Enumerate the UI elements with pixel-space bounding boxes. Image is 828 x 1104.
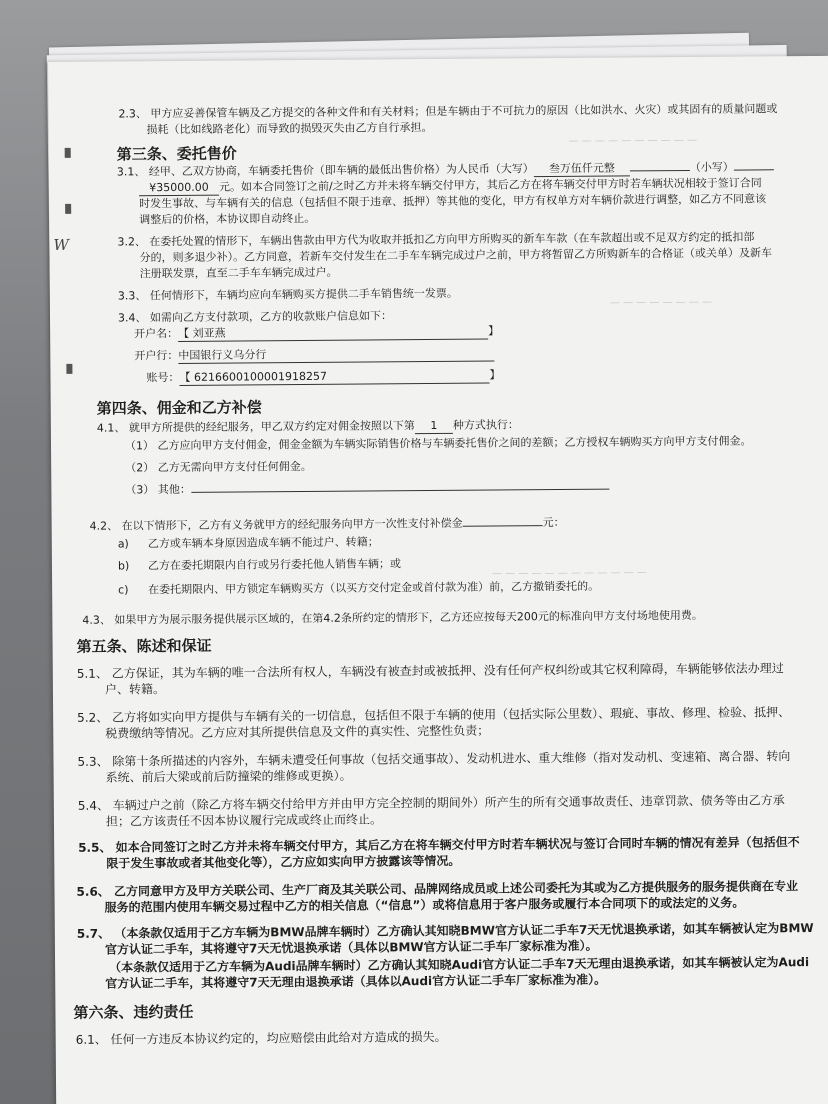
article-6-heading: 第六条、违约责任 <box>73 1002 194 1022</box>
case-a-label: a) <box>117 537 129 551</box>
account-row <box>146 368 500 386</box>
case-b-label: b) <box>117 559 130 573</box>
clause-4-2-text: 4.2、 在以下情形下，乙方有义务就甲方的经纪服务向甲方一次性支付补偿金 <box>89 516 463 533</box>
clause-4-1 <box>97 418 519 436</box>
clause-4-3: 4.3、 如果甲方为展示服务提供展示区域的，在第4.2条所约定的情形下，乙方还应按每天200元的标准向甲方支付场地使用费。 <box>82 608 703 627</box>
case-c-text: 在委托期限内、甲方锁定车辆购买方（以买方交付定金或首付款为准）前，乙方撤销委托的。 <box>148 579 600 597</box>
option-3-blank <box>191 489 609 493</box>
option-3-label: （3） 其他： <box>125 482 191 497</box>
clause-4-1-text: 4.1、 就甲方所提供的经纪服务，甲乙双方约定对佣金按照以下第 <box>96 419 415 435</box>
bank-row <box>134 347 494 365</box>
account-value: 【 6216600100001918257 <box>179 369 489 386</box>
clause-3-1-text: 元。如本合同签订之前/之时乙方并未将车辆交付甲方，其后乙方在将车辆交付甲方时若车辆状况相较于签订合同 <box>218 176 762 194</box>
clause-4-1-text-end: 种方式执行： <box>452 418 519 432</box>
clause-3-1-line3: 时发生事故、与车辆有关的信息（包括但不限于违章、抵押）等其他的变化，甲方有权单方对车辆价款进行调整，如乙方不同意该 <box>139 192 767 211</box>
clause-5-2-line2: 税费缴纳等情况。乙方应对其所提供信息及文件的真实性、完整性负责； <box>105 723 490 741</box>
clause-3-1-text: 3.1、 经甲、乙双方协商，车辆委托售价（即车辆的最低出售价格）为人民币（大写） <box>116 162 534 179</box>
bank-label: 开户行： <box>134 348 179 363</box>
margin-mark <box>65 204 71 214</box>
bleed-through-text: — — — — — — — — — — — — <box>491 567 648 580</box>
clause-5-4-line2: 担；乙方该责任不因本协议履行完成或终止而终止。 <box>105 812 383 829</box>
clause-5-1-line2: 户、转籍。 <box>104 682 165 697</box>
margin-mark <box>66 364 72 374</box>
case-a <box>118 535 379 551</box>
compensation-blank <box>463 525 543 527</box>
clause-2-3-cont: 损耗（比如线路老化）而导致的损毁灭失由乙方自行承担。 <box>146 120 433 137</box>
payee-value: 【 刘亚燕 <box>178 325 488 342</box>
option-number: 1 <box>415 419 453 434</box>
handwritten-mark: W <box>53 235 69 254</box>
case-a-text: 乙方或车辆本身原因造成车辆不能过户、转籍； <box>147 535 379 551</box>
clause-3-2-line3: 注册联发票，直至二手车车辆完成过户。 <box>139 265 338 281</box>
clause-4-2 <box>90 516 565 534</box>
clause-3-4: 3.4、 如需向乙方支付款项，乙方的收款账户信息如下： <box>117 309 393 325</box>
bleed-through-text: — — — — — — — — — — <box>568 134 698 147</box>
amount-small-blank <box>734 169 774 170</box>
margin-mark <box>65 148 71 158</box>
clause-5-7-audi-line2: 官方认证二手车，其将遵守7天无理由退换承诺（具体以Audi官方认证二手车厂家标准为准）。 <box>105 972 607 991</box>
clause-5-3-line2: 系统、前后大梁或前后防撞梁的维修或更换）。 <box>105 768 352 785</box>
clause-5-5-line2: 限于发生事故或者其他变化等），乙方应如实向甲方披露该等情况。 <box>106 853 461 871</box>
amount-words-blank <box>630 170 690 171</box>
option-2: （2） 乙方无需向甲方支付任何佣金。 <box>125 459 312 475</box>
account-bracket: 】 <box>489 368 501 382</box>
article-3-heading: 第三条、委托售价 <box>116 144 237 164</box>
clause-2-3: 2.3、 甲方应妥善保管车辆及乙方提交的各种文件和有关材料；但是车辆由于不可抗力的原因（比如洪水、火灾）或其固有的质量问题或 <box>118 102 778 121</box>
clause-5-1: 5.1、 乙方保证，其为车辆的唯一合法所有权人，车辆没有被查封或被抵押、没有任何产权纠纷或其它权利障碍，车辆能够依法办理过 <box>76 661 784 681</box>
payee-bracket: 】 <box>488 324 500 338</box>
clause-4-2-unit: 元： <box>542 515 565 530</box>
option-3 <box>125 480 609 498</box>
bleed-through-text: — — — — — — — — <box>609 296 713 309</box>
clause-5-6-line2: 服务的范围内使用车辆交易过程中乙方的相关信息（“信息”）或将信息用于客户服务或履行本合同项下的或法定的义务。 <box>104 895 745 915</box>
amount-in-words: 叁万伍仟元整 <box>534 161 630 177</box>
clause-5-7-audi: （本条款仅适用于乙方车辆为Audi品牌车辆时）乙方确认其知晓Audi官方认证二手车7天无理由退换承诺，如其车辆被认定为Audi <box>109 955 810 975</box>
case-c-label: c) <box>118 583 129 597</box>
clause-5-4: 5.4、 车辆过户之前（除乙方将车辆交付给甲方并由甲方完全控制的期间外）所产生的所有交通事故责任、违章罚款、债务等由乙方承 <box>77 793 785 813</box>
clause-5-7-line2: 官方认证二手车，其将遵守7天无忧退换承诺（具体以BMW官方认证二手车厂家标准为准）。 <box>104 938 598 957</box>
amount-in-figures: ¥35000.00 <box>139 181 219 197</box>
clause-3-1-small-label: （小写） <box>689 160 734 174</box>
case-c <box>118 580 599 598</box>
bank-value: 中国银行义乌分行 <box>178 347 494 364</box>
clause-3-2: 3.2、 在委托处置的情形下，车辆出售款由甲方代为收取并抵扣乙方向甲方所购买的新车车款（在车款超出或不足双方约定的抵扣部 <box>117 230 755 249</box>
option-1: （1） 乙方应向甲方支付佣金，佣金金额为车辆实际销售价格与车辆委托售价之间的差额；乙方授权车辆购买方向甲方支付佣金。 <box>124 434 752 453</box>
clause-5-5: 5.5、 如本合同签订之时乙方并未将车辆交付甲方，其后乙方在将车辆交付甲方时若车辆状况与签订合同时车辆的情况有差异（包括但不 <box>78 835 800 855</box>
clause-5-2: 5.2、 乙方将如实向甲方提供与车辆有关的一切信息，包括但不限于车辆的使用（包括实际公里数）、瑕疵、事故、修理、检验、抵押、 <box>77 705 791 725</box>
clause-3-2-line2: 分的，则多退少补）。乙方同意，若新车交付发生在二手车车辆完成过户之前，甲方将暂留乙方所购新车的合格证（或关单）及新车 <box>139 246 773 265</box>
payee-label: 开户名： <box>134 326 179 341</box>
clause-3-1-line4: 调整后的价格，本协议即自动终止。 <box>139 211 316 227</box>
case-b-text: 乙方在委托期限内自行或另行委托他人销售车辆；或 <box>147 557 402 573</box>
payee-row <box>134 324 499 342</box>
clause-5-7: 5.7、 （本条款仅适用于乙方车辆为BMW品牌车辆时）乙方确认其知晓BMW官方认证二手车7天无忧退换承诺，如其车辆被认定为BMW <box>76 921 814 941</box>
clause-3-3: 3.3、 任何情形下，车辆均应向车辆购买方提供二手车销售统一发票。 <box>117 286 458 303</box>
account-label: 账号： <box>146 370 180 385</box>
clause-5-6: 5.6、 乙方同意甲方及甲方关联公司、生产厂商及其关联公司、品牌网络成员或上述公司委托为其或为乙方提供服务的服务提供商在专业 <box>76 879 799 899</box>
article-4-heading: 第四条、佣金和乙方补偿 <box>96 398 262 418</box>
clause-5-3: 5.3、 除第十条所描述的内容外，车辆未遭受任何事故（包括交通事故）、发动机进水、重大维修（指对发动机、变速箱、离合器、转向 <box>77 749 791 769</box>
case-b <box>118 557 401 573</box>
clause-6-1: 6.1、 任何一方违反本协议约定的，均应赔偿由此给对方造成的损失。 <box>75 1029 447 1047</box>
contract-page <box>48 56 828 1104</box>
article-5-heading: 第五条、陈述和保证 <box>76 636 212 656</box>
